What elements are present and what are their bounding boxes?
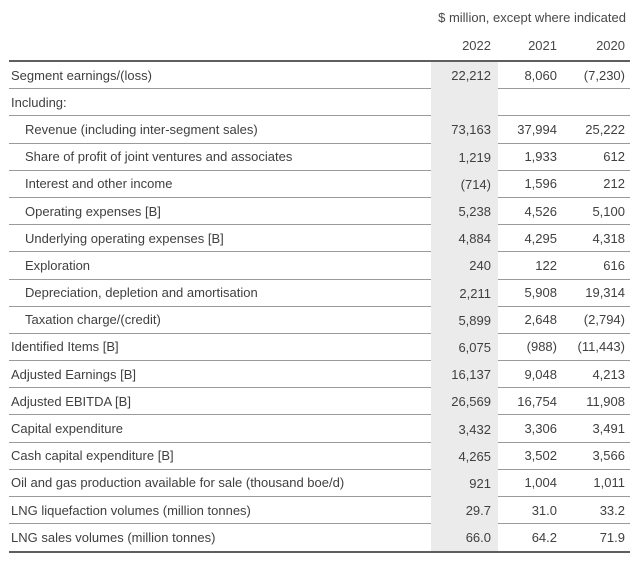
- row-label: Exploration: [9, 252, 431, 279]
- value-2021: 2,648: [498, 307, 564, 334]
- year-header-2022: 2022: [462, 38, 491, 53]
- table-row: [9, 144, 630, 171]
- value-2021: 9,048: [498, 361, 564, 388]
- value-2021: 122: [498, 252, 564, 279]
- table-row: [9, 361, 630, 388]
- value-2020: 1,011: [564, 470, 630, 497]
- table-row: [9, 280, 630, 307]
- row-label: Adjusted EBITDA [B]: [9, 388, 431, 415]
- value-2021: 31.0: [498, 497, 564, 524]
- value-2021: 64.2: [531, 530, 557, 546]
- row-label: Cash capital expenditure [B]: [9, 443, 431, 470]
- value-2022: 5,238: [431, 198, 498, 225]
- table-row: [9, 198, 630, 225]
- value-2020: [564, 89, 630, 116]
- value-2022: 6,075: [431, 334, 498, 361]
- value-2020: 33.2: [564, 497, 630, 524]
- table-row: [9, 89, 630, 116]
- value-2020: 3,491: [564, 415, 630, 442]
- value-2021: 4,526: [498, 198, 564, 225]
- table-row: [9, 225, 630, 252]
- value-2022: 73,163: [431, 116, 498, 143]
- value-2022: 22,212: [431, 62, 498, 89]
- value-2021: 1,596: [498, 171, 564, 198]
- value-2020: 4,318: [564, 225, 630, 252]
- value-2022: 4,265: [431, 443, 498, 470]
- row-label: Oil and gas production available for sale (thousand boe/d): [9, 470, 431, 497]
- value-2022: 26,569: [431, 388, 498, 415]
- value-2021: [498, 89, 564, 116]
- value-2020: 3,566: [564, 443, 630, 470]
- table-row: [9, 443, 630, 470]
- value-2021: 16,754: [498, 388, 564, 415]
- value-2022: 5,899: [431, 307, 498, 334]
- value-2020: (11,443): [564, 334, 630, 361]
- value-2020: (7,230): [564, 62, 630, 89]
- value-2021: 1,004: [498, 470, 564, 497]
- value-2020: 71.9: [599, 530, 625, 546]
- value-2020: 616: [564, 252, 630, 279]
- row-label: Including:: [9, 89, 431, 116]
- value-2022: 1,219: [431, 144, 498, 171]
- value-2022: 921: [431, 470, 498, 497]
- value-2021: (988): [498, 334, 564, 361]
- value-2021: 3,306: [498, 415, 564, 442]
- table-row: [9, 415, 630, 442]
- value-2021: 3,502: [498, 443, 564, 470]
- value-2021: 1,933: [498, 144, 564, 171]
- row-label: Operating expenses [B]: [9, 198, 431, 225]
- value-2022: (714): [431, 171, 498, 198]
- value-2021: 4,295: [498, 225, 564, 252]
- row-label: Revenue (including inter-segment sales): [9, 116, 431, 143]
- value-2022: 3,432: [431, 415, 498, 442]
- unit-note: $ million, except where indicated: [438, 10, 626, 25]
- table-row: [9, 171, 630, 198]
- year-header-2020: 2020: [596, 38, 625, 53]
- value-2020: 4,213: [564, 361, 630, 388]
- value-2021: 5,908: [498, 280, 564, 307]
- value-2020: 5,100: [564, 198, 630, 225]
- value-2020: 25,222: [564, 116, 630, 143]
- table-row: [9, 307, 630, 334]
- table-row: [9, 388, 630, 415]
- value-2021: 8,060: [498, 62, 564, 89]
- table-body: [9, 62, 630, 553]
- row-label: Capital expenditure: [9, 415, 431, 442]
- value-2021: 37,994: [498, 116, 564, 143]
- table-row: [9, 497, 630, 524]
- table-row: [9, 524, 630, 551]
- value-2022: 29.7: [431, 497, 498, 524]
- row-label: Taxation charge/(credit): [9, 307, 431, 334]
- year-header-row: [9, 32, 630, 62]
- value-2022: 66.0: [431, 524, 498, 551]
- value-2020: 612: [564, 144, 630, 171]
- value-2020: 11,908: [564, 388, 630, 415]
- row-label: LNG sales volumes (million tonnes): [11, 530, 216, 546]
- table-row: [9, 334, 630, 361]
- row-label: Adjusted Earnings [B]: [9, 361, 431, 388]
- row-label: LNG liquefaction volumes (million tonnes): [9, 497, 431, 524]
- table-row: [9, 116, 630, 143]
- value-2022: 240: [431, 252, 498, 279]
- row-label: Depreciation, depletion and amortisation: [9, 280, 431, 307]
- row-label: Underlying operating expenses [B]: [9, 225, 431, 252]
- row-label: Share of profit of joint ventures and associates: [9, 144, 431, 171]
- row-label: Interest and other income: [9, 171, 431, 198]
- value-2020: (2,794): [564, 307, 630, 334]
- row-label: Segment earnings/(loss): [9, 62, 431, 89]
- table-row: [9, 470, 630, 497]
- value-2022: [431, 89, 498, 116]
- table-row: [9, 252, 630, 279]
- value-2022: 16,137: [431, 361, 498, 388]
- value-2020: 19,314: [564, 280, 630, 307]
- year-header-2021: 2021: [528, 38, 557, 53]
- unit-note-row: [9, 0, 630, 32]
- table-row: [9, 62, 630, 89]
- value-2022: 2,211: [431, 280, 498, 307]
- value-2022: 4,884: [431, 225, 498, 252]
- value-2020: 212: [564, 171, 630, 198]
- row-label: Identified Items [B]: [9, 334, 431, 361]
